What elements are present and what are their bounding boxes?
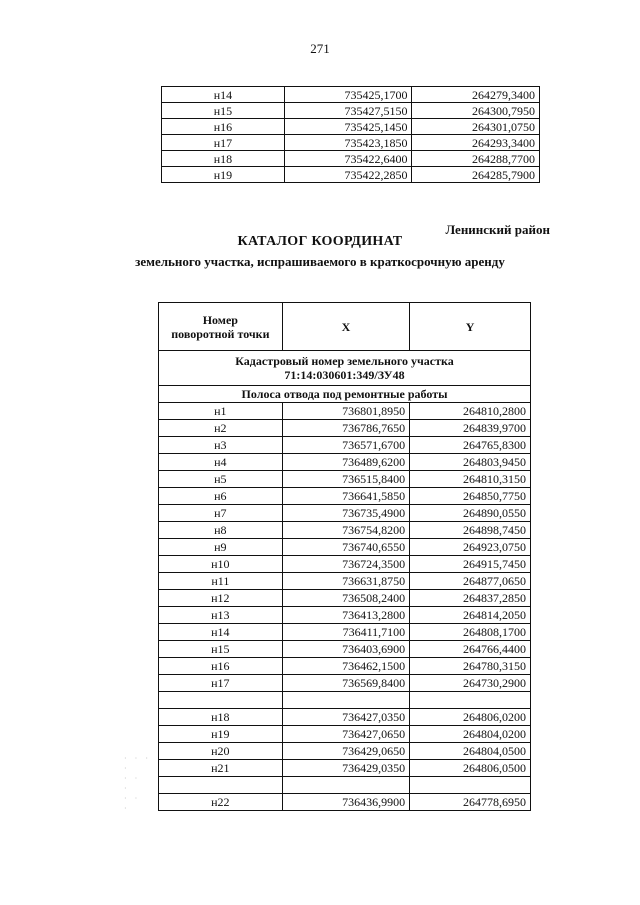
point-number-cell: н17 <box>162 135 285 151</box>
point-number-cell: н17 <box>159 675 283 692</box>
table-row <box>159 403 531 420</box>
point-number-cell: н2 <box>159 420 283 437</box>
table-row <box>159 760 531 777</box>
x-coordinate-cell: 736427,0650 <box>282 726 409 743</box>
table-row <box>159 658 531 675</box>
empty-cell <box>282 777 409 794</box>
y-coordinate-cell: 264804,0200 <box>410 726 531 743</box>
y-coordinate-cell: 264766,4400 <box>410 641 531 658</box>
table-row <box>159 522 531 539</box>
table-row <box>159 573 531 590</box>
table-row <box>159 794 531 811</box>
x-coordinate-cell: 736754,8200 <box>282 522 409 539</box>
empty-cell <box>159 692 283 709</box>
cadastral-label: Кадастровый номер земельного участка <box>235 354 454 368</box>
cadastral-row <box>159 351 531 386</box>
x-coordinate-cell: 736801,8950 <box>282 403 409 420</box>
x-coordinate-cell: 736508,2400 <box>282 590 409 607</box>
x-coordinate-cell: 736429,0650 <box>282 743 409 760</box>
x-coordinate-cell: 736641,5850 <box>282 488 409 505</box>
y-coordinate-cell: 264806,0200 <box>410 709 531 726</box>
y-coordinate-cell: 264804,0500 <box>410 743 531 760</box>
y-coordinate-cell: 264293,3400 <box>412 135 540 151</box>
point-number-cell: н9 <box>159 539 283 556</box>
point-number-cell: н14 <box>162 87 285 103</box>
top-coordinates-table <box>161 86 540 183</box>
x-coordinate-cell: 736740,6550 <box>282 539 409 556</box>
table-row <box>159 556 531 573</box>
table-row <box>159 420 531 437</box>
page-number: 271 <box>310 41 330 56</box>
header-point-number-line2: поворотной точки <box>171 326 270 341</box>
x-coordinate-cell: 735422,2850 <box>284 167 412 183</box>
point-number-cell: н4 <box>159 454 283 471</box>
coordinates-catalog-table <box>158 302 531 811</box>
point-number-cell: н11 <box>159 573 283 590</box>
x-coordinate-cell: 735425,1450 <box>284 119 412 135</box>
x-coordinate-cell: 735422,6400 <box>284 151 412 167</box>
point-number-cell: н18 <box>162 151 285 167</box>
x-coordinate-cell: 735425,1700 <box>284 87 412 103</box>
point-number-cell: н5 <box>159 471 283 488</box>
point-number-cell: н6 <box>159 488 283 505</box>
point-number-cell: н12 <box>159 590 283 607</box>
cadastral-number: 71:14:030601:349/ЗУ48 <box>284 368 405 382</box>
point-number-cell: н15 <box>159 641 283 658</box>
header-point-number <box>159 303 283 351</box>
empty-cell <box>159 777 283 794</box>
x-coordinate-cell: 736403,6900 <box>282 641 409 658</box>
y-coordinate-cell: 264778,6950 <box>410 794 531 811</box>
table-row <box>159 743 531 760</box>
x-coordinate-cell: 736569,8400 <box>282 675 409 692</box>
table-row <box>159 726 531 743</box>
point-number-cell: н20 <box>159 743 283 760</box>
section-title: Полоса отвода под ремонтные работы <box>159 386 531 403</box>
x-coordinate-cell: 736411,7100 <box>282 624 409 641</box>
x-coordinate-cell: 736786,7650 <box>282 420 409 437</box>
y-coordinate-cell: 264898,7450 <box>410 522 531 539</box>
y-coordinate-cell: 264923,0750 <box>410 539 531 556</box>
y-coordinate-cell: 264808,1700 <box>410 624 531 641</box>
point-number-cell: н19 <box>159 726 283 743</box>
header-x: X <box>282 303 409 351</box>
point-number-cell: н15 <box>162 103 285 119</box>
table-row <box>162 151 540 167</box>
x-coordinate-cell: 736571,6700 <box>282 437 409 454</box>
x-coordinate-cell: 735423,1850 <box>284 135 412 151</box>
y-coordinate-cell: 264850,7750 <box>410 488 531 505</box>
x-coordinate-cell: 736427,0350 <box>282 709 409 726</box>
catalog-title: КАТАЛОГ КООРДИНАТ <box>237 234 403 249</box>
y-coordinate-cell: 264837,2850 <box>410 590 531 607</box>
y-coordinate-cell: 264839,9700 <box>410 420 531 437</box>
y-coordinate-cell: 264890,0550 <box>410 505 531 522</box>
y-coordinate-cell: 264780,3150 <box>410 658 531 675</box>
table-row <box>159 505 531 522</box>
point-number-cell: н7 <box>159 505 283 522</box>
empty-cell <box>410 777 531 794</box>
table-row <box>162 103 540 119</box>
point-number-cell: н14 <box>159 624 283 641</box>
section-row <box>159 386 531 403</box>
x-coordinate-cell: 736429,0350 <box>282 760 409 777</box>
point-number-cell: н1 <box>159 403 283 420</box>
table-row <box>159 709 531 726</box>
y-coordinate-cell: 264810,2800 <box>410 403 531 420</box>
header-point-number-line1: Номер <box>202 312 238 327</box>
empty-cell <box>282 692 409 709</box>
x-coordinate-cell: 736631,8750 <box>282 573 409 590</box>
x-coordinate-cell: 736724,3500 <box>282 556 409 573</box>
point-number-cell: н22 <box>159 794 283 811</box>
x-coordinate-cell: 736413,2800 <box>282 607 409 624</box>
y-coordinate-cell: 264803,9450 <box>410 454 531 471</box>
point-number-cell: н3 <box>159 437 283 454</box>
table-row <box>159 675 531 692</box>
point-number-cell: н18 <box>159 709 283 726</box>
empty-cell <box>410 692 531 709</box>
y-coordinate-cell: 264301,0750 <box>412 119 540 135</box>
table-row <box>159 641 531 658</box>
x-coordinate-cell: 736436,9900 <box>282 794 409 811</box>
x-coordinate-cell: 736515,8400 <box>282 471 409 488</box>
table-row <box>159 624 531 641</box>
point-number-cell: н19 <box>162 167 285 183</box>
table-row <box>162 167 540 183</box>
table-row <box>159 590 531 607</box>
catalog-subtitle: земельного участка, испрашиваемого в краткосрочную аренду <box>135 254 505 269</box>
x-coordinate-cell: 736735,4900 <box>282 505 409 522</box>
point-number-cell: н10 <box>159 556 283 573</box>
y-coordinate-cell: 264877,0650 <box>410 573 531 590</box>
y-coordinate-cell: 264730,2900 <box>410 675 531 692</box>
y-coordinate-cell: 264300,7950 <box>412 103 540 119</box>
cadastral-number-cell <box>159 351 531 386</box>
district-name: Ленинский район <box>445 222 550 237</box>
x-coordinate-cell: 735427,5150 <box>284 103 412 119</box>
point-number-cell: н16 <box>162 119 285 135</box>
y-coordinate-cell: 264279,3400 <box>412 87 540 103</box>
y-coordinate-cell: 264810,3150 <box>410 471 531 488</box>
point-number-cell: н21 <box>159 760 283 777</box>
table-row <box>159 488 531 505</box>
y-coordinate-cell: 264814,2050 <box>410 607 531 624</box>
y-coordinate-cell: 264765,8300 <box>410 437 531 454</box>
empty-row <box>159 692 531 709</box>
y-coordinate-cell: 264806,0500 <box>410 760 531 777</box>
empty-row <box>159 777 531 794</box>
y-coordinate-cell: 264288,7700 <box>412 151 540 167</box>
point-number-cell: н8 <box>159 522 283 539</box>
table-row <box>159 454 531 471</box>
x-coordinate-cell: 736462,1500 <box>282 658 409 675</box>
table-row <box>159 471 531 488</box>
table-row <box>159 437 531 454</box>
y-coordinate-cell: 264285,7900 <box>412 167 540 183</box>
x-coordinate-cell: 736489,6200 <box>282 454 409 471</box>
point-number-cell: н16 <box>159 658 283 675</box>
table-row <box>162 87 540 103</box>
y-coordinate-cell: 264915,7450 <box>410 556 531 573</box>
table-row <box>159 539 531 556</box>
table-row <box>159 607 531 624</box>
point-number-cell: н13 <box>159 607 283 624</box>
table-row <box>162 119 540 135</box>
table-row <box>162 135 540 151</box>
header-y: Y <box>410 303 531 351</box>
table-header-row <box>159 303 531 351</box>
scan-noise: · · · · · · · · · · <box>124 754 151 813</box>
